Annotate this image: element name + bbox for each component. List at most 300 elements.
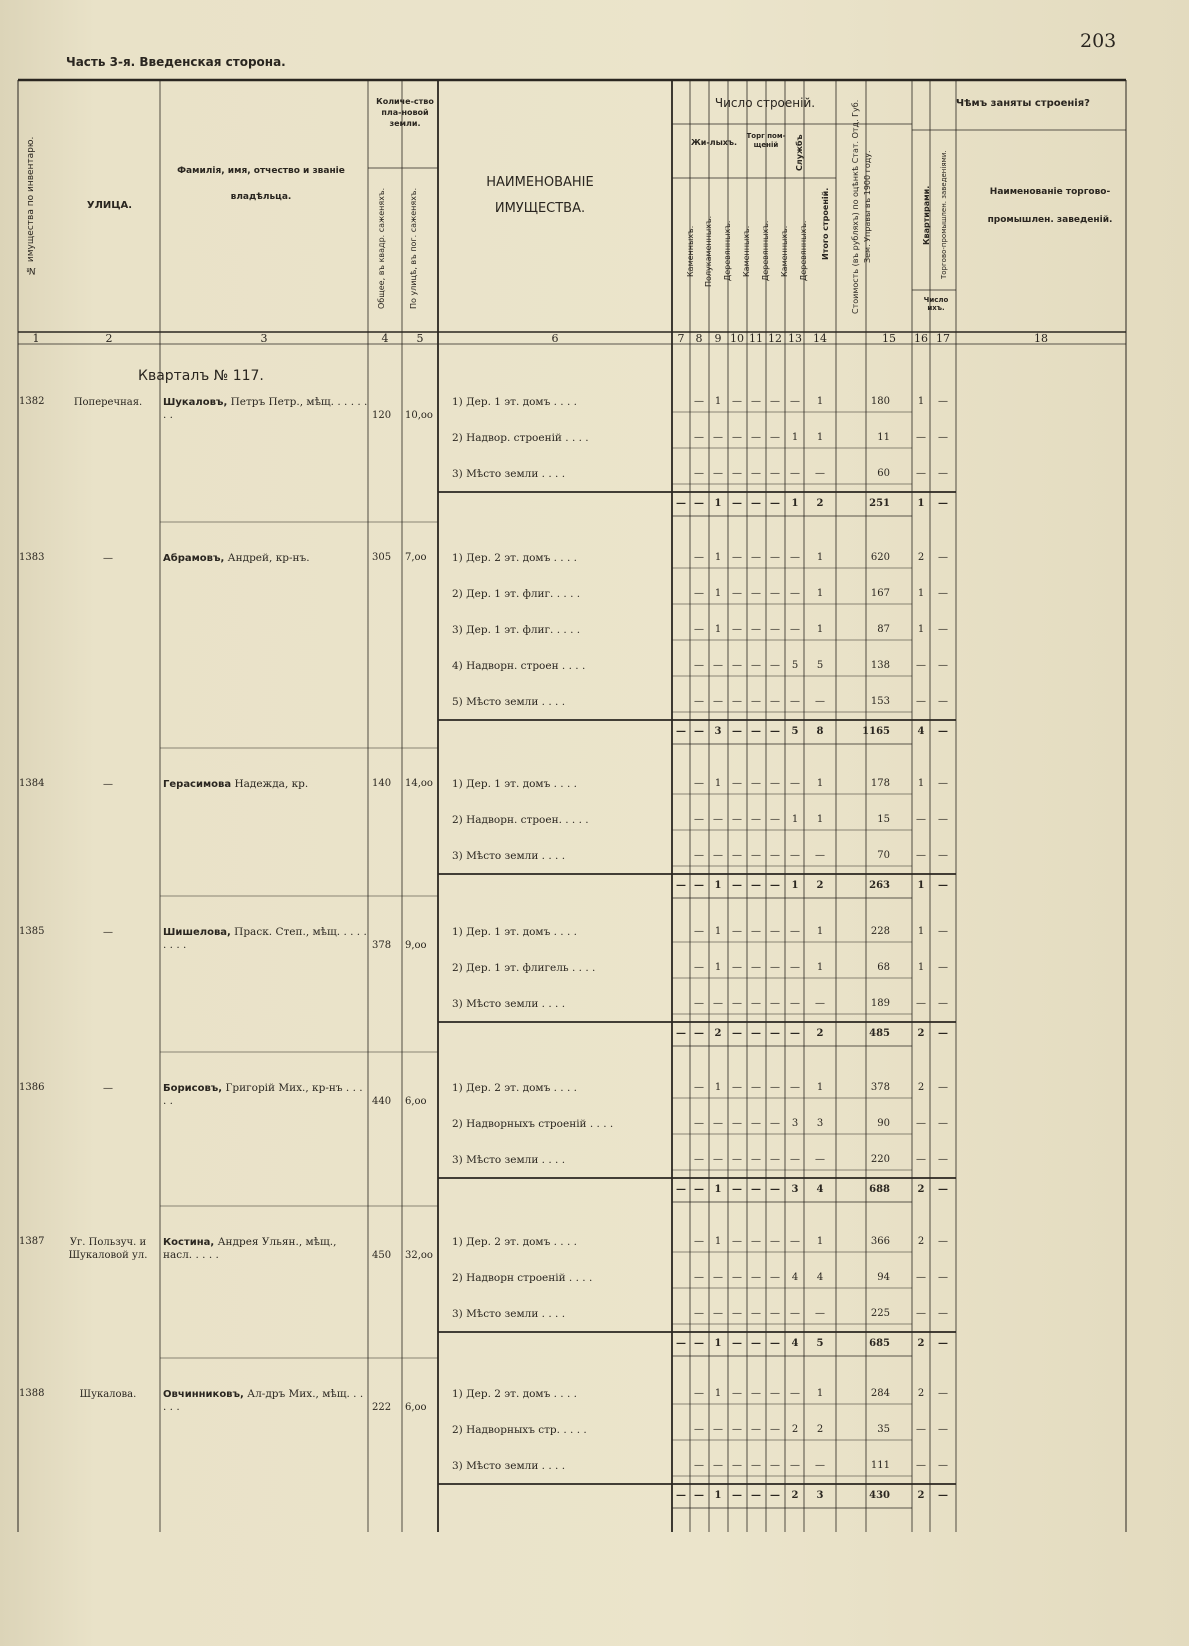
street-name: — bbox=[103, 779, 113, 790]
column-number: 18 bbox=[1034, 332, 1048, 345]
header-buildings-count: Число строеній. bbox=[714, 96, 816, 110]
cell-c14: 1 bbox=[816, 552, 824, 563]
total-dash: — bbox=[770, 1028, 780, 1039]
cell-c14: — bbox=[815, 1308, 825, 1319]
cell-dash: — bbox=[751, 926, 761, 937]
total-dash: — bbox=[694, 1028, 704, 1039]
cost-value: 178 bbox=[870, 778, 890, 789]
total-dash: — bbox=[676, 1028, 686, 1039]
total-dash: — bbox=[732, 1338, 742, 1349]
owner-details: Григорій Мих., кр-нъ . . . . . bbox=[163, 1082, 363, 1107]
cell-c14: 1 bbox=[816, 588, 824, 599]
header-property-name: НАИМЕНОВАНІЕ ИМУЩЕСТВА. bbox=[486, 175, 594, 216]
cell-c16: 2 bbox=[917, 1388, 925, 1399]
cell-dash: — bbox=[694, 962, 704, 973]
owner-details: Андрей, кр-нъ. bbox=[224, 552, 310, 564]
cell-dash: — bbox=[694, 1154, 704, 1165]
total-c9: 1 bbox=[714, 498, 722, 509]
cell-c14: 1 bbox=[816, 1388, 824, 1399]
cell-dash: — bbox=[770, 552, 780, 563]
cell-c17: — bbox=[938, 850, 948, 861]
cell-dash: — bbox=[694, 1082, 704, 1093]
cell-dash: — bbox=[770, 468, 780, 479]
cell-dash: — bbox=[732, 850, 742, 861]
cost-value: 228 bbox=[870, 926, 890, 937]
area-street: 7,оо bbox=[405, 552, 427, 563]
cell-c9: — bbox=[713, 1308, 723, 1319]
cost-value: 70 bbox=[877, 850, 890, 861]
cell-c13: 2 bbox=[791, 1424, 799, 1435]
total-c14: 2 bbox=[816, 498, 824, 509]
total-dash: — bbox=[732, 1490, 742, 1501]
total-dash: — bbox=[732, 498, 742, 509]
cell-dash: — bbox=[732, 1424, 742, 1435]
cell-dash: — bbox=[732, 468, 742, 479]
cell-c13: — bbox=[790, 396, 800, 407]
property-item: 2) Надвор. строеній . . . . bbox=[452, 432, 589, 444]
cell-dash: — bbox=[770, 1272, 780, 1283]
total-dash: — bbox=[676, 1184, 686, 1195]
cell-dash: — bbox=[732, 926, 742, 937]
total-dash: — bbox=[694, 1338, 704, 1349]
cell-dash: — bbox=[751, 850, 761, 861]
cell-c9: 1 bbox=[714, 396, 722, 407]
cell-dash: — bbox=[770, 1308, 780, 1319]
cost-value: 15 bbox=[877, 814, 890, 825]
cell-c17: — bbox=[938, 1082, 948, 1093]
cell-dash: — bbox=[751, 1154, 761, 1165]
cell-c9: — bbox=[713, 1118, 723, 1129]
property-item: 2) Дер. 1 эт. флигель . . . . bbox=[452, 962, 595, 974]
cell-c17: — bbox=[938, 1424, 948, 1435]
owner-surname: Костина, bbox=[163, 1237, 215, 1248]
cost-value: 68 bbox=[877, 962, 890, 973]
property-item: 2) Надворныхъ стр. . . . . bbox=[452, 1424, 587, 1436]
inventory-number: 1388 bbox=[19, 1388, 45, 1399]
cell-dash: — bbox=[694, 660, 704, 671]
total-dash: — bbox=[751, 1490, 761, 1501]
cell-c13: — bbox=[790, 468, 800, 479]
cell-c9: — bbox=[713, 1154, 723, 1165]
total-c14: 5 bbox=[816, 1338, 824, 1349]
cell-c16: — bbox=[916, 1118, 926, 1129]
cell-dash: — bbox=[770, 850, 780, 861]
area-total: 120 bbox=[372, 410, 392, 421]
cell-c13: — bbox=[790, 1154, 800, 1165]
cell-c14: 1 bbox=[816, 396, 824, 407]
total-c13: 1 bbox=[791, 880, 799, 891]
cell-c16: 2 bbox=[917, 1082, 925, 1093]
cell-dash: — bbox=[770, 814, 780, 825]
total-dash: — bbox=[770, 726, 780, 737]
column-number: 7 bbox=[677, 332, 685, 345]
cell-c9: — bbox=[713, 1460, 723, 1471]
cell-dash: — bbox=[732, 1308, 742, 1319]
column-number: 15 bbox=[882, 332, 896, 345]
owner-details: Надежда, кр. bbox=[231, 778, 309, 790]
total-dash: — bbox=[676, 726, 686, 737]
column-number: 13 bbox=[788, 332, 802, 345]
cell-c9: — bbox=[713, 1424, 723, 1435]
header-owner: Фамилія, имя, отчество и званіе владѣльца. bbox=[177, 166, 345, 202]
cost-value: 11 bbox=[877, 432, 890, 443]
cell-c16: — bbox=[916, 468, 926, 479]
property-item: 3) Мѣсто земли . . . . bbox=[452, 998, 565, 1010]
cell-c13: — bbox=[790, 962, 800, 973]
cell-dash: — bbox=[694, 998, 704, 1009]
cell-c9: — bbox=[713, 998, 723, 1009]
cell-c13: 4 bbox=[791, 1272, 799, 1283]
total-dash: — bbox=[694, 1490, 704, 1501]
cell-c17: — bbox=[938, 624, 948, 635]
cell-dash: — bbox=[694, 1424, 704, 1435]
property-item: 2) Дер. 1 эт. флиг. . . . . bbox=[452, 588, 580, 600]
cell-dash: — bbox=[732, 1272, 742, 1283]
cell-c16: — bbox=[916, 850, 926, 861]
total-c17: — bbox=[938, 1184, 948, 1195]
cell-c9: 1 bbox=[714, 588, 722, 599]
cell-dash: — bbox=[770, 1424, 780, 1435]
cell-dash: — bbox=[694, 1460, 704, 1471]
cell-dash: — bbox=[694, 850, 704, 861]
owner-details: Ал-дръ Мих., мѣщ. . . . . . bbox=[163, 1388, 364, 1413]
cell-dash: — bbox=[694, 696, 704, 707]
cell-dash: — bbox=[770, 1118, 780, 1129]
cost-value: 111 bbox=[870, 1460, 890, 1471]
cell-c16: — bbox=[916, 1308, 926, 1319]
header-land-street: По улицѣ, въ пог. саженяхъ. bbox=[409, 187, 418, 309]
cell-c13: — bbox=[790, 998, 800, 1009]
cell-dash: — bbox=[694, 1118, 704, 1129]
cell-c13: — bbox=[790, 624, 800, 635]
column-number: 17 bbox=[936, 332, 950, 345]
cell-c13: 5 bbox=[791, 660, 799, 671]
cell-c9: — bbox=[713, 850, 723, 861]
cell-c17: — bbox=[938, 998, 948, 1009]
cell-c16: — bbox=[916, 1424, 926, 1435]
cost-value: 153 bbox=[870, 696, 890, 707]
total-c14: 2 bbox=[816, 880, 824, 891]
cell-c16: — bbox=[916, 1460, 926, 1471]
cost-value: 87 bbox=[877, 624, 890, 635]
cell-c16: 1 bbox=[917, 588, 925, 599]
total-c16: 2 bbox=[917, 1184, 925, 1195]
cell-dash: — bbox=[732, 660, 742, 671]
total-c16: 4 bbox=[917, 726, 925, 737]
total-cost: 430 bbox=[869, 1490, 890, 1501]
street-name: Поперечная. bbox=[73, 397, 143, 408]
header-stone2: Каменныхъ. bbox=[742, 225, 751, 277]
inventory-number: 1387 bbox=[19, 1236, 45, 1247]
cell-dash: — bbox=[751, 1308, 761, 1319]
cell-c14: — bbox=[815, 1460, 825, 1471]
cell-c14: 2 bbox=[816, 1424, 824, 1435]
cell-dash: — bbox=[770, 962, 780, 973]
cell-dash: — bbox=[732, 396, 742, 407]
property-item: 1) Дер. 2 эт. домъ . . . . bbox=[452, 1388, 577, 1400]
header-trade-estab: Торгово-промышлен. заведеніями. bbox=[940, 150, 948, 280]
cell-c17: — bbox=[938, 468, 948, 479]
cell-c17: — bbox=[938, 814, 948, 825]
area-street: 9,оо bbox=[405, 940, 427, 951]
cell-c13: — bbox=[790, 588, 800, 599]
total-c14: 4 bbox=[816, 1184, 824, 1195]
total-c13: 4 bbox=[791, 1338, 799, 1349]
property-item: 1) Дер. 2 эт. домъ . . . . bbox=[452, 1082, 577, 1094]
cell-dash: — bbox=[732, 998, 742, 1009]
total-dash: — bbox=[770, 1490, 780, 1501]
total-dash: — bbox=[694, 1184, 704, 1195]
cost-value: 94 bbox=[877, 1272, 890, 1283]
cell-c16: 1 bbox=[917, 926, 925, 937]
cell-c17: — bbox=[938, 1272, 948, 1283]
cell-c16: — bbox=[916, 1272, 926, 1283]
header-street: УЛИЦА. bbox=[86, 200, 133, 211]
cell-c14: 5 bbox=[816, 660, 824, 671]
area-total: 222 bbox=[372, 1402, 392, 1413]
cell-c14: — bbox=[815, 468, 825, 479]
cell-dash: — bbox=[770, 588, 780, 599]
cost-value: 35 bbox=[877, 1424, 890, 1435]
street-name: — bbox=[103, 1083, 113, 1094]
total-c9: 1 bbox=[714, 880, 722, 891]
total-dash: — bbox=[732, 1184, 742, 1195]
owner-name bbox=[163, 396, 368, 422]
owner-surname: Шукаловъ, bbox=[163, 397, 228, 408]
owner-name bbox=[163, 552, 368, 565]
cell-dash: — bbox=[751, 962, 761, 973]
total-dash: — bbox=[732, 726, 742, 737]
inventory-number: 1383 bbox=[19, 552, 45, 563]
cell-dash: — bbox=[694, 1236, 704, 1247]
property-item: 2) Надворн. строен. . . . . bbox=[452, 814, 589, 826]
column-number: 10 bbox=[730, 332, 744, 345]
total-cost: 263 bbox=[869, 880, 890, 891]
cell-c14: — bbox=[815, 1154, 825, 1165]
total-dash: — bbox=[751, 1338, 761, 1349]
total-cost: 1165 bbox=[862, 726, 890, 737]
total-dash: — bbox=[694, 880, 704, 891]
property-item: 3) Мѣсто земли . . . . bbox=[452, 1460, 565, 1472]
cell-dash: — bbox=[732, 588, 742, 599]
owner-name bbox=[163, 778, 368, 791]
inventory-number: 1386 bbox=[19, 1082, 45, 1093]
cell-c16: — bbox=[916, 1154, 926, 1165]
cell-c13: — bbox=[790, 1388, 800, 1399]
cell-dash: — bbox=[751, 778, 761, 789]
cost-value: 167 bbox=[870, 588, 890, 599]
column-number: 2 bbox=[105, 332, 113, 345]
total-c14: 8 bbox=[816, 726, 824, 737]
cell-c13: 3 bbox=[791, 1118, 799, 1129]
cell-dash: — bbox=[751, 1272, 761, 1283]
cell-dash: — bbox=[770, 1236, 780, 1247]
property-item: 1) Дер. 1 эт. домъ . . . . bbox=[452, 396, 577, 408]
cell-c9: 1 bbox=[714, 778, 722, 789]
total-c13: 2 bbox=[791, 1490, 799, 1501]
cell-dash: — bbox=[770, 660, 780, 671]
property-item: 1) Дер. 1 эт. домъ . . . . bbox=[452, 778, 577, 790]
header-wooden: Деревянныхъ. bbox=[723, 220, 732, 282]
cell-c9: — bbox=[713, 696, 723, 707]
cost-value: 60 bbox=[877, 468, 890, 479]
cell-c13: — bbox=[790, 850, 800, 861]
cell-dash: — bbox=[751, 552, 761, 563]
area-street: 14,оо bbox=[405, 778, 433, 789]
cell-dash: — bbox=[770, 696, 780, 707]
property-item: 1) Дер. 2 эт. домъ . . . . bbox=[452, 552, 577, 564]
cell-dash: — bbox=[732, 552, 742, 563]
owner-name bbox=[163, 1236, 368, 1262]
column-number: 16 bbox=[914, 332, 928, 345]
header-trade: Торг пом-щеній bbox=[746, 132, 786, 149]
cell-dash: — bbox=[751, 998, 761, 1009]
cell-c17: — bbox=[938, 1236, 948, 1247]
cell-c13: — bbox=[790, 778, 800, 789]
cell-dash: — bbox=[694, 624, 704, 635]
cell-dash: — bbox=[694, 432, 704, 443]
total-dash: — bbox=[676, 1338, 686, 1349]
total-c13: 1 bbox=[791, 498, 799, 509]
area-street: 32,оо bbox=[405, 1250, 433, 1261]
total-dash: — bbox=[770, 1184, 780, 1195]
cell-c17: — bbox=[938, 696, 948, 707]
cell-c17: — bbox=[938, 778, 948, 789]
cell-c17: — bbox=[938, 396, 948, 407]
cell-c9: 1 bbox=[714, 926, 722, 937]
cell-c9: — bbox=[713, 432, 723, 443]
area-total: 450 bbox=[372, 1250, 392, 1261]
property-item: 3) Дер. 1 эт. флиг. . . . . bbox=[452, 624, 580, 636]
cell-c16: — bbox=[916, 660, 926, 671]
cell-c16: 1 bbox=[917, 396, 925, 407]
header-inventory-no: № имущества по инвентарю. bbox=[26, 136, 36, 276]
header-land-qty: Количе-ство пла-новой земли. bbox=[376, 97, 434, 128]
cell-c17: — bbox=[938, 926, 948, 937]
total-dash: — bbox=[732, 1028, 742, 1039]
area-total: 378 bbox=[372, 940, 392, 951]
cell-dash: — bbox=[732, 696, 742, 707]
column-number: 12 bbox=[768, 332, 782, 345]
header-residential: Жи-лыхъ. bbox=[690, 138, 738, 147]
total-dash: — bbox=[751, 726, 761, 737]
cell-c17: — bbox=[938, 552, 948, 563]
cell-dash: — bbox=[770, 1082, 780, 1093]
cell-c16: 2 bbox=[917, 552, 925, 563]
cell-c16: — bbox=[916, 814, 926, 825]
cell-c9: — bbox=[713, 1272, 723, 1283]
cell-c16: 1 bbox=[917, 962, 925, 973]
area-total: 140 bbox=[372, 778, 392, 789]
cost-value: 90 bbox=[877, 1118, 890, 1129]
cell-dash: — bbox=[770, 1154, 780, 1165]
cell-c14: 1 bbox=[816, 926, 824, 937]
area-street: 6,оо bbox=[405, 1096, 427, 1107]
property-item: 3) Мѣсто земли . . . . bbox=[452, 850, 565, 862]
property-item: 3) Мѣсто земли . . . . bbox=[452, 468, 565, 480]
header-stone3: Каменныхъ. bbox=[780, 225, 789, 277]
cell-c13: 1 bbox=[791, 432, 799, 443]
total-dash: — bbox=[770, 1338, 780, 1349]
total-c13: 5 bbox=[791, 726, 799, 737]
property-item: 2) Надворныхъ строеній . . . . bbox=[452, 1118, 613, 1130]
cost-value: 138 bbox=[870, 660, 890, 671]
cell-c17: — bbox=[938, 432, 948, 443]
total-dash: — bbox=[751, 1184, 761, 1195]
total-dash: — bbox=[751, 1028, 761, 1039]
cell-dash: — bbox=[694, 588, 704, 599]
cell-dash: — bbox=[751, 432, 761, 443]
cost-value: 366 bbox=[870, 1236, 890, 1247]
cell-c9: 1 bbox=[714, 624, 722, 635]
area-street: 6,оо bbox=[405, 1402, 427, 1413]
total-c9: 1 bbox=[714, 1338, 722, 1349]
cell-dash: — bbox=[732, 814, 742, 825]
cell-c16: 2 bbox=[917, 1236, 925, 1247]
cell-c13: — bbox=[790, 1460, 800, 1471]
cell-dash: — bbox=[751, 814, 761, 825]
total-cost: 485 bbox=[869, 1028, 890, 1039]
total-dash: — bbox=[676, 1490, 686, 1501]
header-total-buildings: Итого строеній. bbox=[821, 187, 830, 261]
street-name: Шукалова. bbox=[79, 1389, 137, 1400]
cell-c9: — bbox=[713, 814, 723, 825]
total-c16: 2 bbox=[917, 1028, 925, 1039]
header-count: Число ихъ. bbox=[923, 296, 949, 312]
property-item: 3) Мѣсто земли . . . . bbox=[452, 1308, 565, 1320]
property-item: 2) Надворн строеній . . . . bbox=[452, 1272, 592, 1284]
total-c16: 1 bbox=[917, 880, 925, 891]
header-occupied: Чѣмъ заняты строенія? bbox=[956, 98, 1090, 109]
total-c16: 2 bbox=[917, 1338, 925, 1349]
cell-c14: 1 bbox=[816, 814, 824, 825]
total-c17: — bbox=[938, 726, 948, 737]
cell-c16: — bbox=[916, 696, 926, 707]
street-name: — bbox=[103, 553, 113, 564]
inventory-number: 1385 bbox=[19, 926, 45, 937]
cell-c13: — bbox=[790, 696, 800, 707]
cost-value: 180 bbox=[870, 396, 890, 407]
column-number: 6 bbox=[551, 332, 559, 345]
owner-name bbox=[163, 926, 368, 952]
cell-dash: — bbox=[770, 432, 780, 443]
cell-dash: — bbox=[770, 1388, 780, 1399]
cell-dash: — bbox=[732, 1082, 742, 1093]
cell-dash: — bbox=[694, 926, 704, 937]
total-dash: — bbox=[770, 880, 780, 891]
header-land-total: Общее, въ квадр. саженяхъ. bbox=[377, 187, 386, 309]
cell-dash: — bbox=[694, 552, 704, 563]
cell-dash: — bbox=[751, 396, 761, 407]
cell-c14: 3 bbox=[816, 1118, 824, 1129]
total-c14: 2 bbox=[816, 1028, 824, 1039]
cell-dash: — bbox=[694, 778, 704, 789]
owner-details: Андрея Ульян., мѣщ., насл. . . . . bbox=[163, 1236, 337, 1261]
cell-c14: 1 bbox=[816, 624, 824, 635]
owner-details: Праск. Степ., мѣщ. . . . . . . . . bbox=[163, 926, 367, 951]
owner-surname: Абрамовъ, bbox=[163, 553, 225, 564]
owner-name bbox=[163, 1388, 368, 1414]
street-name: Уг. Пользуч. и Шукаловой ул. bbox=[68, 1237, 148, 1261]
cell-dash: — bbox=[694, 1388, 704, 1399]
cell-c9: 1 bbox=[714, 1388, 722, 1399]
total-c13: 3 bbox=[791, 1184, 799, 1195]
header-wooden2: Деревянныхъ. bbox=[761, 220, 770, 282]
property-item: 3) Мѣсто земли . . . . bbox=[452, 1154, 565, 1166]
total-c17: — bbox=[938, 880, 948, 891]
column-number: 11 bbox=[749, 332, 763, 345]
cell-dash: — bbox=[770, 926, 780, 937]
